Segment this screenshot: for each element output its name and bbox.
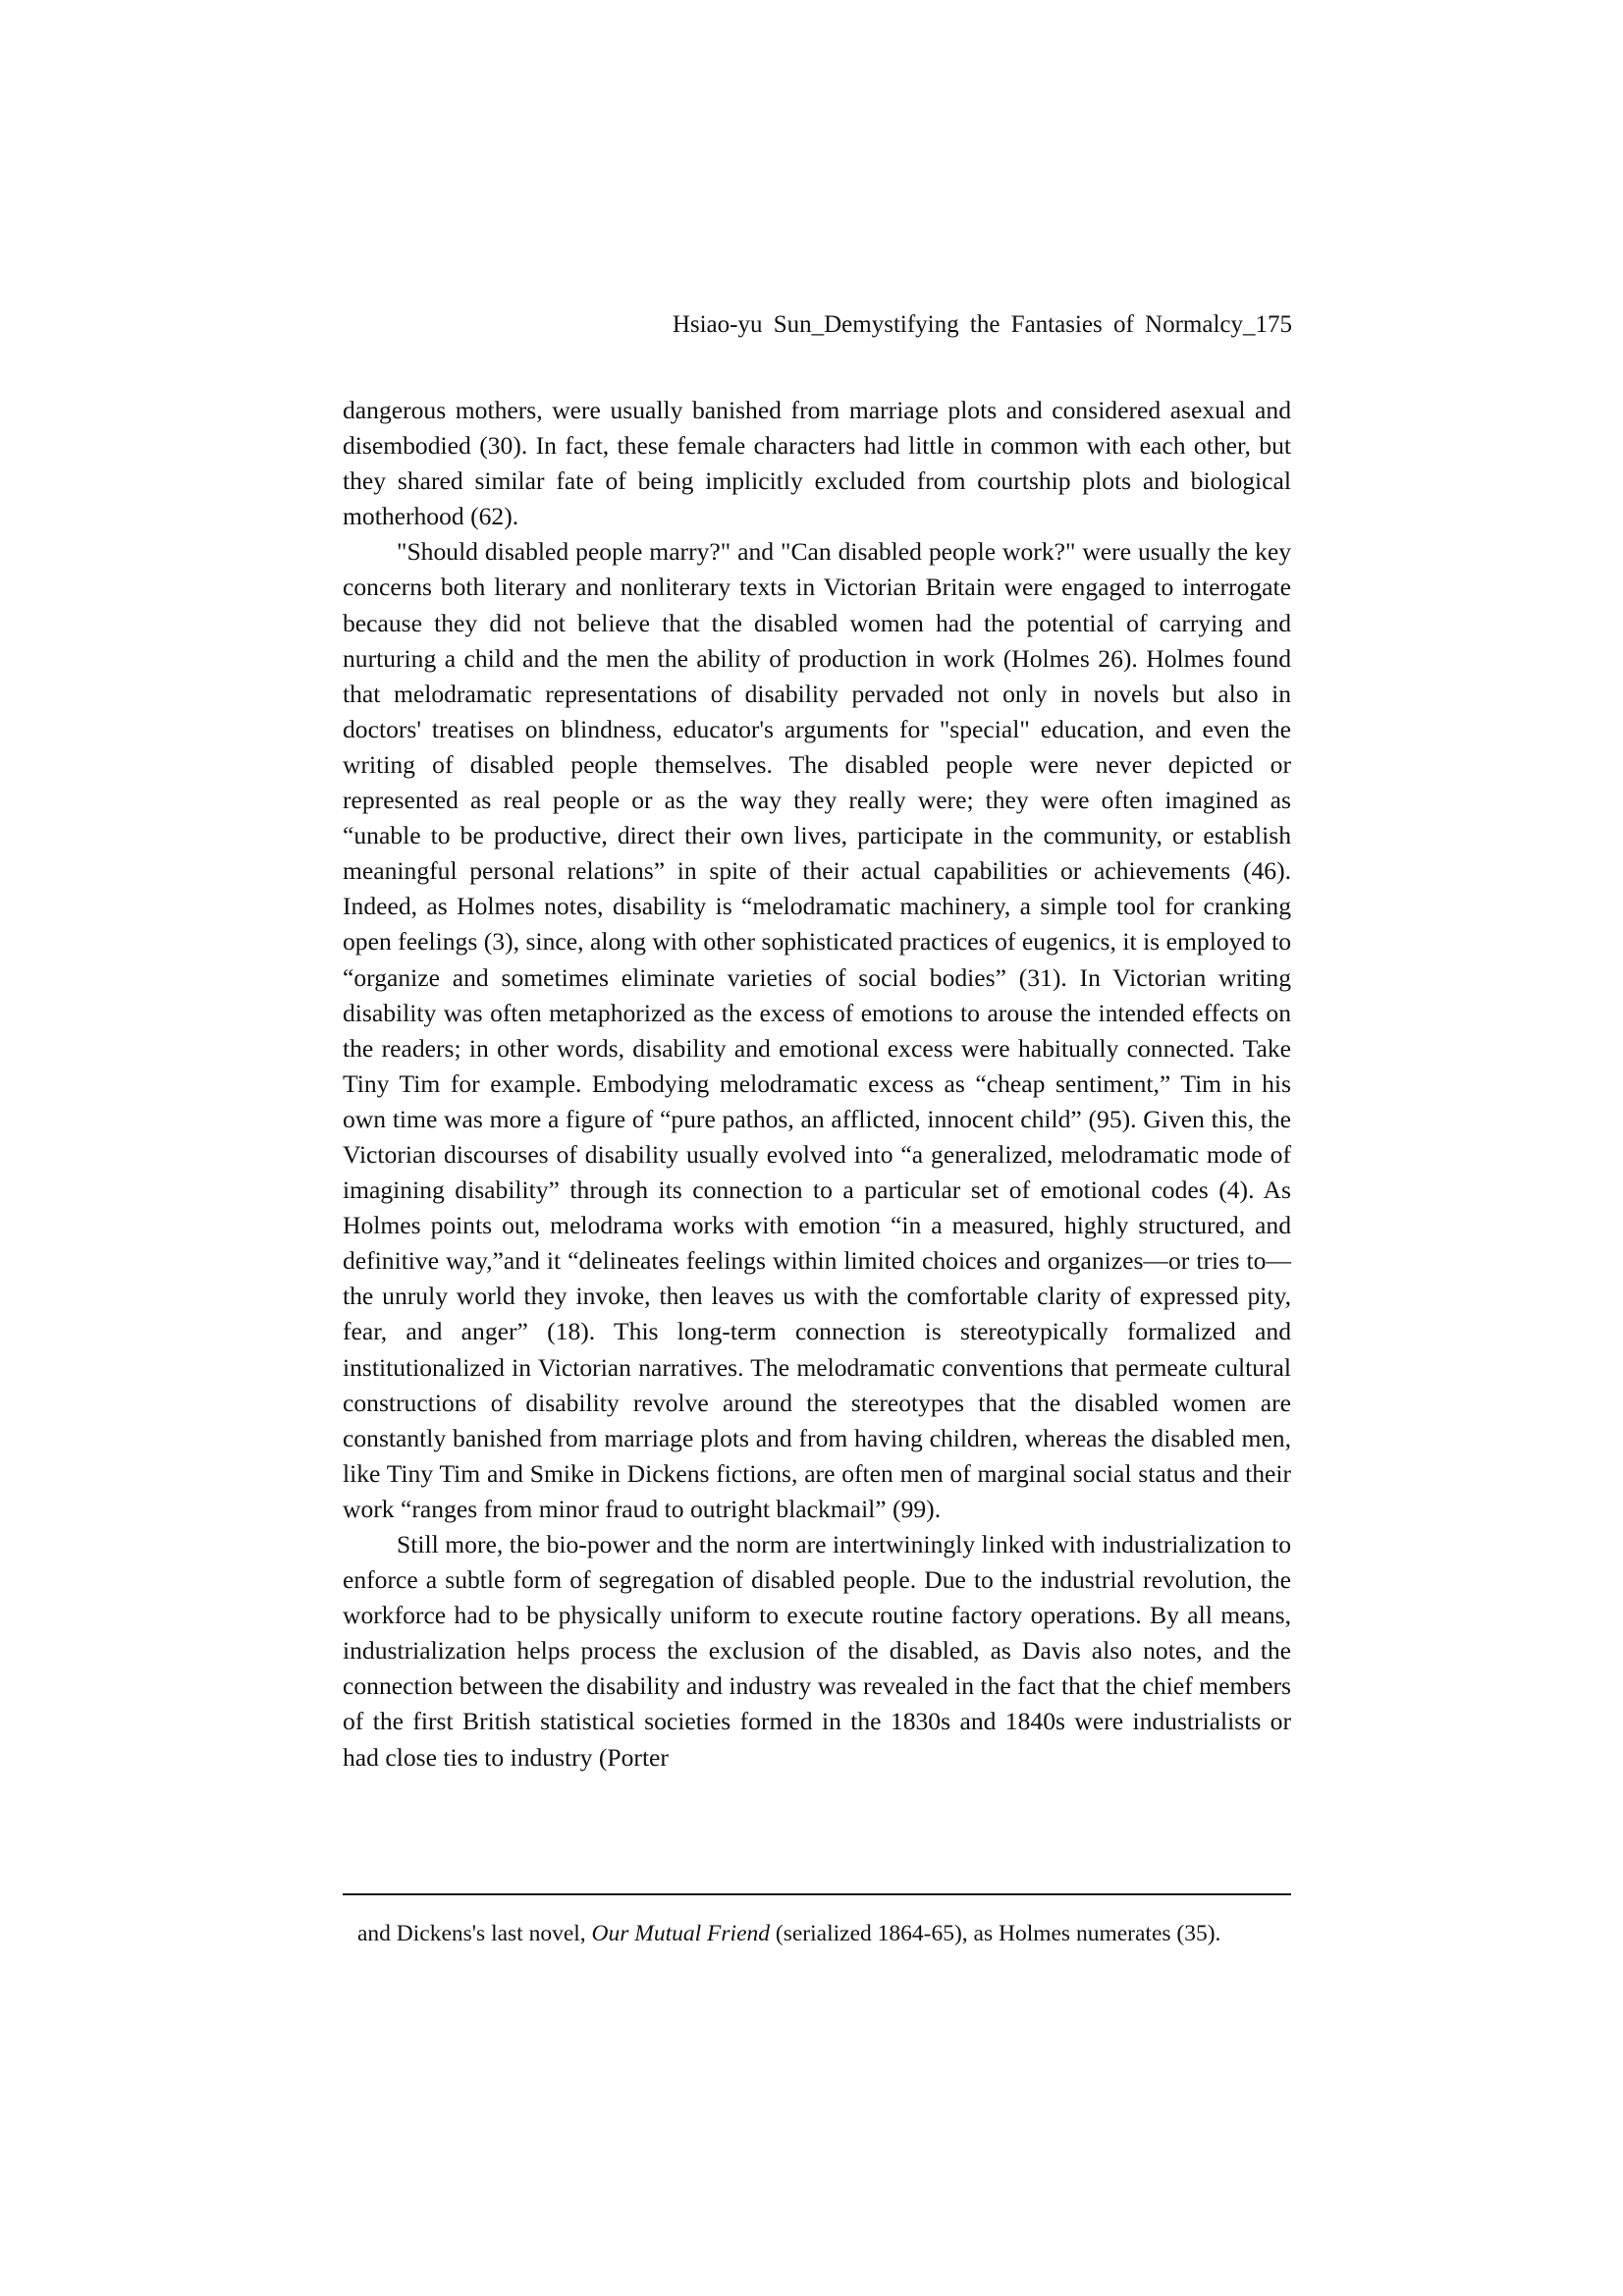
footnote-book-title: Our Mutual Friend	[591, 1921, 771, 1946]
footnote-text-after: (serialized 1864-65), as Holmes numerates (35).	[770, 1921, 1221, 1946]
body-text	[343, 393, 1291, 1776]
footnote-divider	[343, 1893, 1291, 1895]
paragraph: Still more, the bio-power and the norm are intertwiningly linked with industrialization to enforce a subtle form of segregation of disabled people. Due to the industrial revolution, the workforce had to be physically uniform to execute routine factory operations. By all means, industrialization helps process the exclusion of the disabled, as Davis also notes, and the connection between the disability and industry was revealed in the fact that the chief members of the first British statistical societies formed in the 1830s and 1840s were industrialists or had close ties to industry (Porter	[343, 1530, 1291, 1772]
footnote	[357, 1918, 1291, 1949]
paragraph: "Should disabled people marry?" and "Can disabled people work?" were usually the key concerns both literary and nonliterary texts in Victorian Britain were engaged to interrogate because they did not believe that the disabled women had the potential of carrying and nurturing a child and the men the ability of production in work (Holmes 26). Holmes found that melodramatic representations of disability pervaded not only in novels but also in doctors' treatises on blindness, educator's arguments for "special" education, and even the writing of disabled people themselves. The disabled people were never depicted or represented as real people or as the way they really were; they were often imagined as “unable to be productive, direct their own lives, participate in the community, or establish meaningful personal relations” in spite of their actual capabilities or achievements (46). Indeed, as Holmes notes, disability is “melodramatic machinery, a simple tool for cranking open feelings (3), since, along with other sophisticated practices of eugenics, it is employed to “organize and sometimes eliminate varieties of social bodies” (31). In Victorian writing disability was often metaphorized as the excess of emotions to arouse the intended effects on the readers; in other words, disability and emotional excess were habitually connected. Take Tiny Tim for example. Embodying melodramatic excess as “cheap sentiment,” Tim in his own time was more a figure of “pure pathos, an afflicted, innocent child” (95). Given this, the Victorian discourses of disability usually evolved into “a generalized, melodramatic mode of imagining disability” through its connection to a particular set of emotional codes (4). As Holmes points out, melodrama works with emotion “in a measured, highly structured, and definitive way,”and it “delineates feelings within limited choices and organizes—or tries to—the unruly world they invoke, then leaves us with the comfortable clarity of expressed pity, fear, and anger” (18). This long-term connection is stereotypically formalized and institutionalized in Victorian narratives. The melodramatic conventions that permeate cultural constructions of disability revolve around the stereotypes that the disabled women are constantly banished from marriage plots and from having children, whereas the disabled men, like Tiny Tim and Smike in Dickens fictions, are often men of marginal social status and their work “ranges from minor fraud to outright blackmail” (99).	[343, 537, 1291, 1523]
running-header: Hsiao-yu Sun_Demystifying the Fantasies of Normalcy_175	[672, 311, 1292, 338]
paragraph-continued: dangerous mothers, were usually banished from marriage plots and considered asexual and disembodied (30). In fact, these female characters had little in common with each other, but they shared similar fate of being implicitly excluded from courtship plots and biological motherhood (62).	[343, 396, 1291, 531]
footnote-text-before: and Dickens's last novel,	[357, 1921, 592, 1946]
